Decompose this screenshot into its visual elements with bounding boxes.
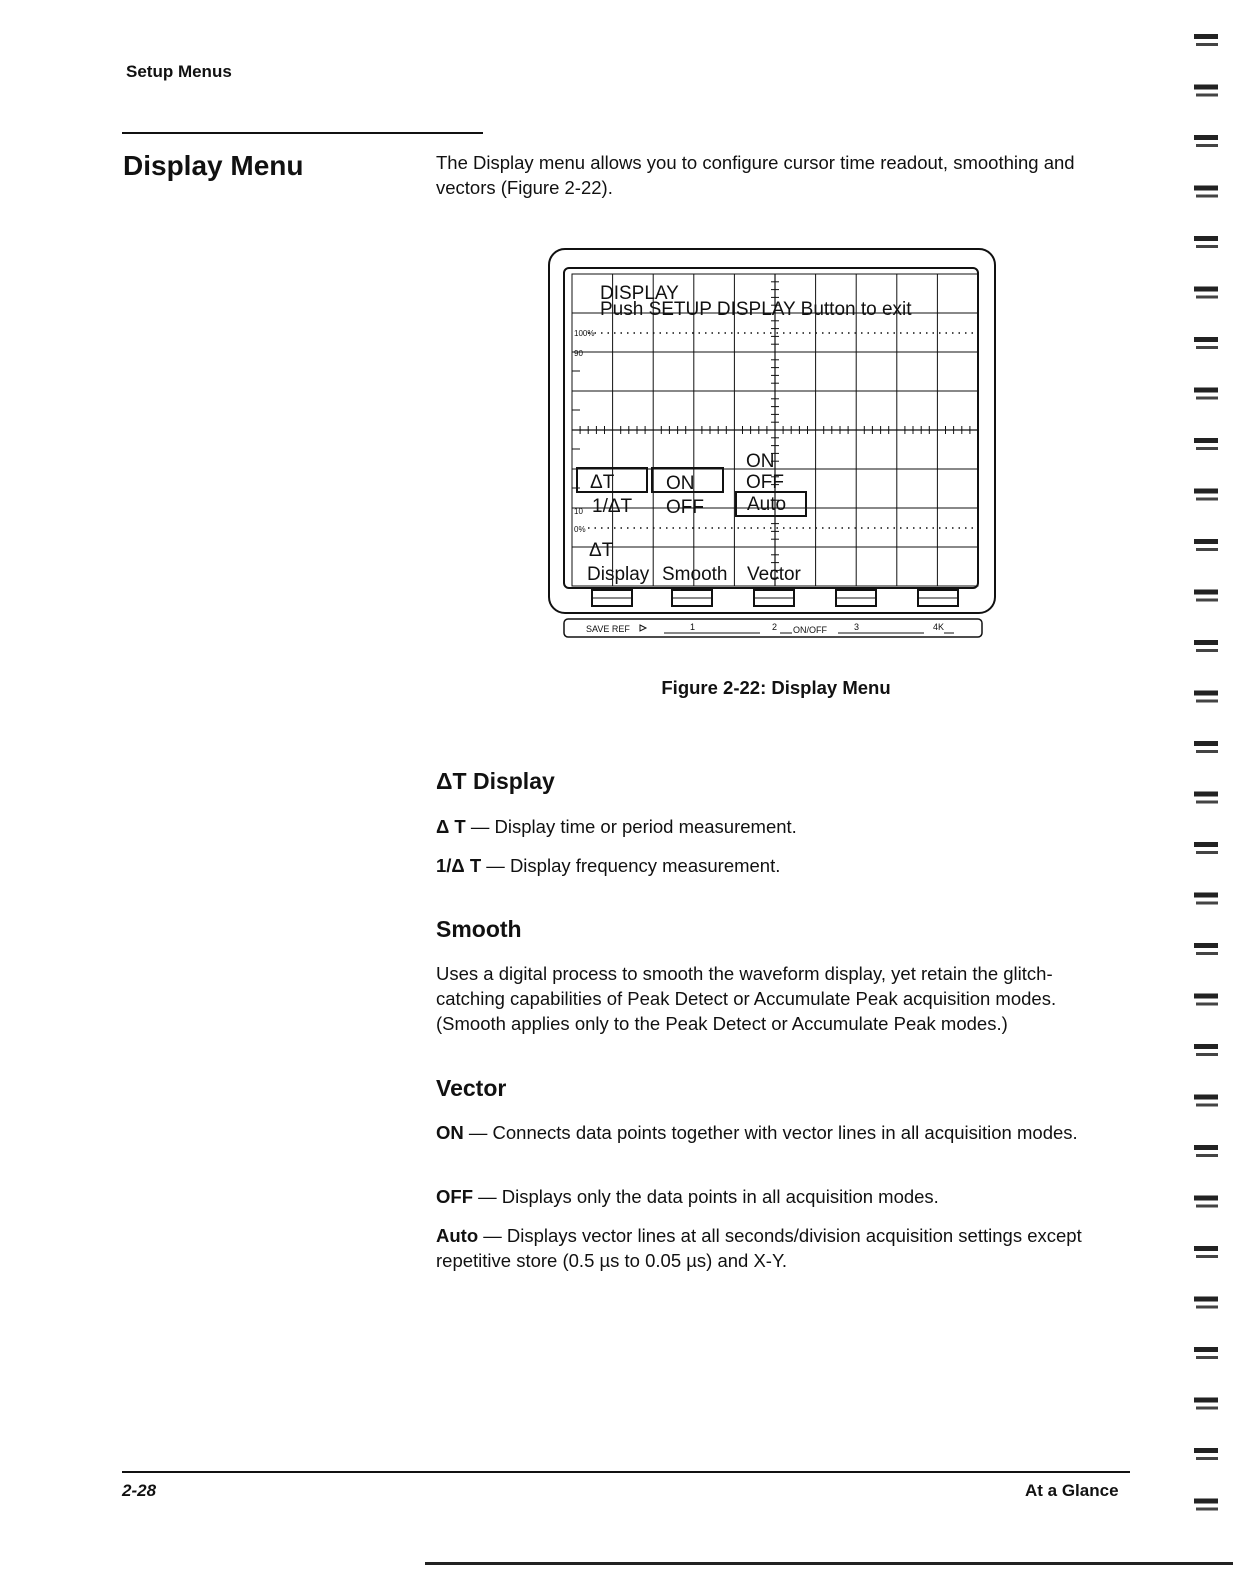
save-ref-label: SAVE REF: [586, 624, 630, 634]
vector-heading: Vector: [436, 1075, 507, 1101]
edge-mark: [1194, 1246, 1218, 1258]
edge-mark: [1194, 1297, 1218, 1309]
edge-mark: [1194, 135, 1218, 147]
scan-edge-line: [425, 1562, 1233, 1565]
center-axis-ticks: [572, 274, 978, 586]
edge-mark: [1194, 388, 1218, 400]
inverse-dt-item-term: 1/Δ T: [436, 855, 482, 876]
inverse-dt-option: 1/ΔT: [592, 496, 633, 517]
binding-edge-marks: [1186, 26, 1226, 1546]
save-ref-arrow-icon: [640, 625, 646, 631]
vector-off-item: [436, 1184, 1116, 1209]
screen-exit-hint: Push SETUP DISPLAY Button to exit: [600, 299, 912, 320]
section-title: Display Menu: [123, 150, 304, 181]
dt-option: ΔT: [590, 472, 615, 493]
edge-mark: [1194, 842, 1218, 854]
figure-caption: Figure 2-22: Display Menu: [661, 677, 891, 698]
edge-mark: [1194, 741, 1218, 753]
edge-mark: [1194, 1044, 1218, 1056]
vector-auto-text: — Displays vector lines at all seconds/division acquisition settings except repetitive store (0.5 µs to 0.05 µs) and X-Y.: [436, 1225, 1082, 1271]
strip-label-3: 3: [854, 622, 860, 632]
smooth-off-option: OFF: [666, 497, 704, 518]
vector-on-item: [436, 1120, 1116, 1145]
edge-mark: [1194, 943, 1218, 955]
edge-mark: [1194, 1095, 1218, 1107]
edge-mark: [1194, 640, 1218, 652]
edge-mark: [1194, 1196, 1218, 1208]
vector-off-term: OFF: [436, 1186, 473, 1207]
edge-mark: [1194, 85, 1218, 97]
smooth-on-option: ON: [666, 473, 695, 494]
vector-on-text: — Connects data points together with vector lines in all acquisition modes.: [463, 1122, 1078, 1143]
edge-mark: [1194, 236, 1218, 248]
edge-mark: [1194, 1347, 1218, 1359]
vector-off-text: — Displays only the data points in all acquisition modes.: [473, 1186, 939, 1207]
scale-100-label: 100%: [574, 329, 595, 338]
dt-item-term: Δ T: [436, 816, 466, 837]
edge-mark: [1194, 893, 1218, 905]
smooth-heading: Smooth: [436, 916, 522, 942]
footer-rule: [122, 1471, 1130, 1473]
strip-label-2: 2: [772, 622, 778, 632]
edge-mark: [1194, 590, 1218, 602]
edge-mark: [1194, 539, 1218, 551]
vector-off-option: OFF: [746, 472, 784, 493]
edge-mark: [1194, 1448, 1218, 1460]
edge-mark: [1194, 994, 1218, 1006]
vector-menu-label: Vector: [747, 564, 801, 585]
inverse-dt-item: [436, 853, 1116, 878]
edge-mark: [1194, 287, 1218, 299]
dt-display-heading: ΔT Display: [436, 768, 555, 794]
edge-mark: [1194, 34, 1218, 46]
book-title: At a Glance: [1025, 1481, 1119, 1500]
display-menu-label: Display: [587, 564, 650, 585]
page-number: 2-28: [122, 1481, 157, 1500]
edge-mark: [1194, 1398, 1218, 1410]
dt-item-text: — Display time or period measurement.: [465, 816, 797, 837]
edge-mark: [1194, 1499, 1218, 1511]
section-rule: [122, 132, 483, 134]
strip-on-off-label: ON/OFF: [793, 625, 827, 635]
vector-auto-option: Auto: [747, 494, 787, 515]
vector-auto-term: Auto: [436, 1225, 479, 1246]
vector-auto-item: [436, 1223, 1116, 1273]
running-head: Setup Menus: [126, 62, 232, 81]
inverse-dt-item-text: — Display frequency measurement.: [481, 855, 781, 876]
current-display-value: ΔT: [589, 540, 614, 561]
screen-title: DISPLAY: [600, 283, 679, 304]
smooth-menu-label: Smooth: [662, 564, 728, 585]
dt-item: [436, 814, 1116, 839]
scale-10-label: 10: [574, 507, 583, 516]
display-menu-figure: [548, 248, 996, 640]
smooth-paragraph: Uses a digital process to smooth the waveform display, yet retain the glitch-catching capabilities of Peak Detect or Accumulate Peak acquisition modes. (Smooth applies only to the Peak Detect or Accumulate Peak modes.): [436, 963, 1057, 1034]
edge-mark: [1194, 438, 1218, 450]
edge-mark: [1194, 691, 1218, 703]
edge-mark: [1194, 489, 1218, 501]
scale-0-label: 0%: [574, 525, 586, 534]
vector-on-term: ON: [436, 1122, 464, 1143]
vector-on-option: ON: [746, 451, 775, 472]
strip-label-4k: 4K: [933, 622, 945, 632]
scale-90-label: 90: [574, 349, 583, 358]
intro-paragraph: The Display menu allows you to configure cursor time readout, smoothing and vectors (Figure 2-22).: [436, 152, 1075, 198]
edge-mark: [1194, 792, 1218, 804]
edge-mark: [1194, 337, 1218, 349]
edge-mark: [1194, 1145, 1218, 1157]
strip-label-1: 1: [690, 622, 696, 632]
edge-mark: [1194, 186, 1218, 198]
